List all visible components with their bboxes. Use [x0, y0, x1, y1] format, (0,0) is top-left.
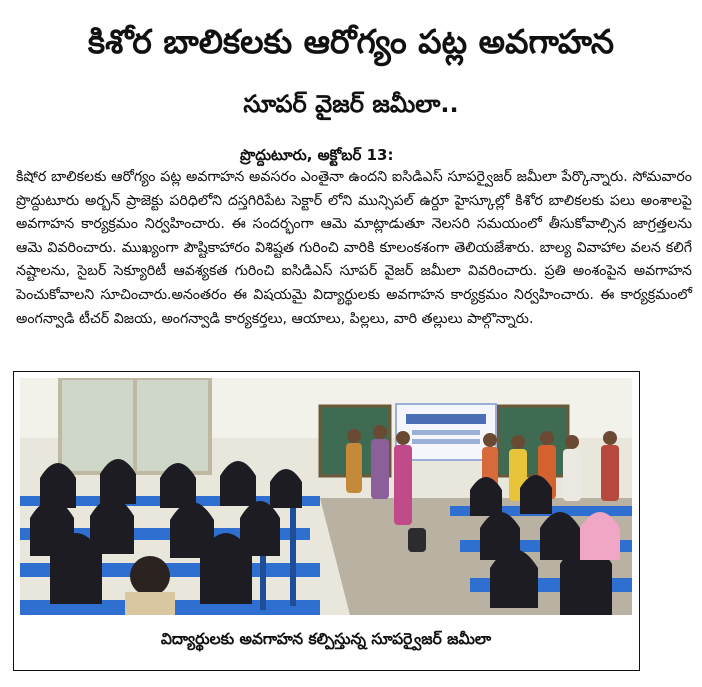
classroom-photo: [20, 378, 632, 615]
article-body: కిషోర బాలికలకు ఆరోగ్యం పట్ల అవగాహన అవసరం ఎంతైనా ఉందని ఐసిడిఎస్ సూపర్వైజర్ జమీలా పేర్కొన్నారు. సోమవారం ప్రొద్దుటూరు అర్బన్ ప్రాజెక్టు పరిధిలోని దస్తగిరిపేట సెక్టార్ లోని మున్సిపల్ ఉర్దూ హైస్కూల్లో కిశోర బాలికలకు పలు అంశాలపై అవగాహన కార్యక్రమం నిర్వహించారు. ఈ సందర్భంగా ఆమె మాట్లాడుతూ నెలసరి సమయంలో తీసుకోవాల్సిన జాగ్రత్తలను ఆమె వివరించారు. ముఖ్యంగా పౌష్టికాహారం విశిష్టత గురించి వారికి కూలంకశంగా తెలియజేశారు. బాల్య వివాహాల వలన కలిగే నష్టాలను, సైబర్ సెక్యూరిటీ ఆవశ్యకత గురించి ఐసిడిఎస్ సూపర్ వైజర్ జమీలా వివరించారు. ప్రతి అంశంపైన అవగాహన పెంచుకోవాలని సూచించారు.అనంతరం ఈ విషయమై విద్యార్థులకు అవగాహన కార్యక్రమం నిర్వహించారు. ఈ కార్యక్రమంలో అంగన్వాడి టీచర్ విజయ, అంగన్వాడి కార్యకర్తలు, ఆయాలు, పిల్లలు, వారి తల్లులు పాల్గొన్నారు.: [16, 169, 692, 327]
photo-caption: విద్యార్థులకు అవగాహన కల్పిస్తున్న సూపర్వైజర్ జమీలా: [160, 630, 492, 648]
dateline: ప్రొద్దుటూరు, అక్టోబర్ 13:: [240, 146, 394, 164]
headline: కిశోర బాలికలకు ఆరోగ్యం పట్ల అవగాహన: [87, 22, 615, 61]
subheadline: సూపర్ వైజర్ జమీలా..: [243, 90, 459, 118]
classroom-illustration: [20, 378, 632, 615]
photo-frame: [13, 371, 640, 671]
